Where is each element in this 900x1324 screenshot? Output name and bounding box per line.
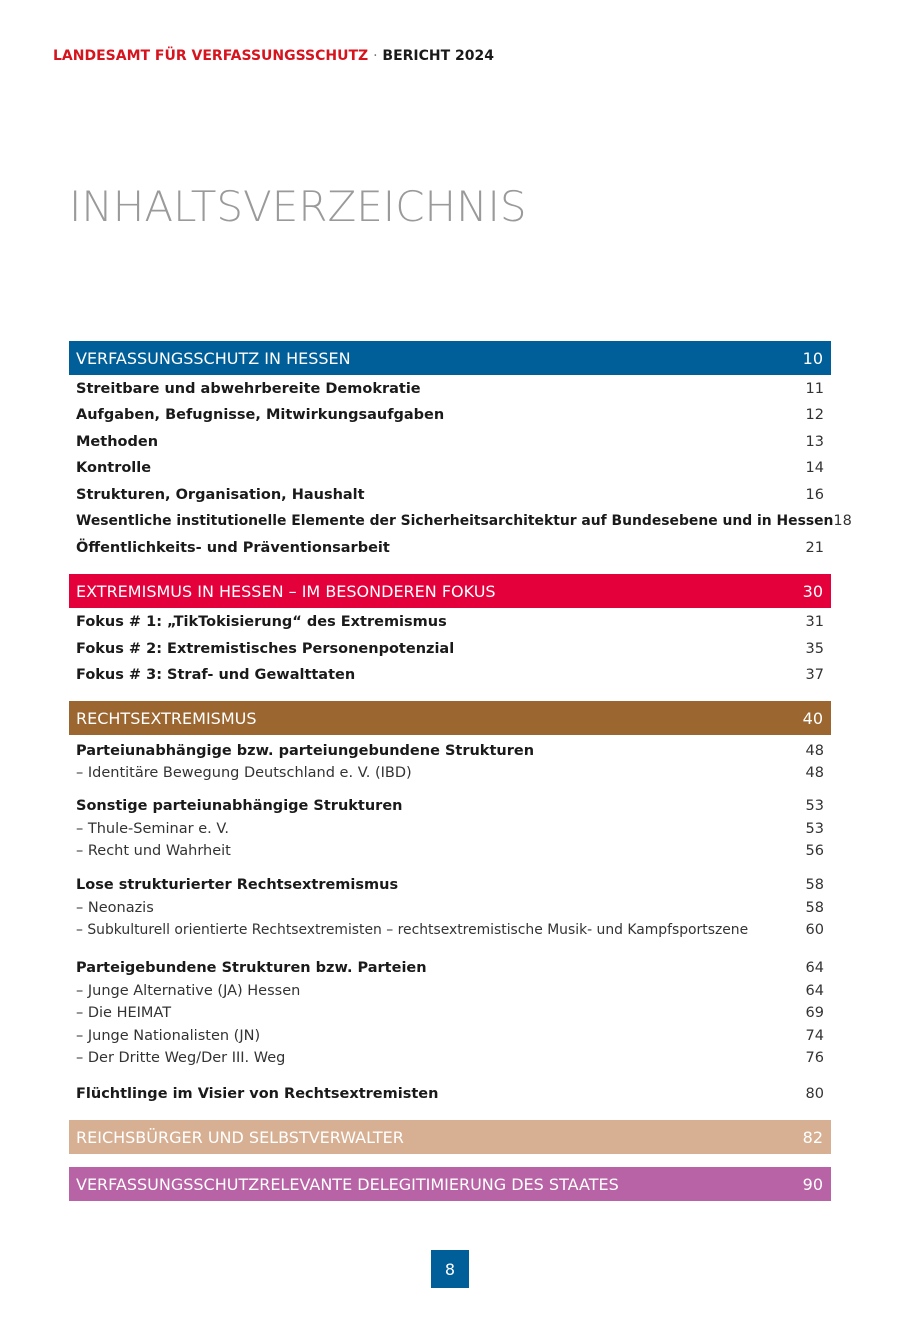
toc-entry-page: 35 [805,641,824,657]
section-label: VERFASSUNGSSCHUTZRELEVANTE DELEGITIMIERUNG DES STAATES [76,1174,619,1194]
toc-entry-label: Aufgaben, Befugnisse, Mitwirkungsaufgaben [76,407,445,423]
toc-entry-page: 80 [805,1086,824,1102]
header-org: LANDESAMT FÜR VERFASSUNGSSCHUTZ [53,48,369,64]
toc-entry-page: 48 [805,765,824,781]
toc-entry-label: – Thule-Seminar e. V. [76,821,230,837]
toc-entry-label: Fokus # 2: Extremistisches Personenpotenzial [76,641,455,657]
toc-entry-label: – Junge Nationalisten (JN) [76,1028,261,1044]
toc-entry-page: 21 [805,540,824,556]
toc-entry[interactable] [76,540,824,556]
section-label: VERFASSUNGSSCHUTZ IN HESSEN [76,348,351,368]
page-number: 8 [431,1250,469,1288]
toc-subentry[interactable] [76,922,824,938]
toc-subentry[interactable] [76,843,824,859]
toc-entry-label: – Junge Alternative (JA) Hessen [76,983,301,999]
section-label: RECHTSEXTREMISMUS [76,708,257,728]
toc-entry[interactable] [76,513,852,529]
toc-subentry[interactable] [76,765,824,781]
toc-entry-label: – Die HEIMAT [76,1005,172,1021]
toc-entry-page: 11 [805,381,824,397]
running-header [53,48,494,64]
page-title: INHALTSVERZEICHNIS [69,182,527,231]
toc-subentry[interactable] [76,1050,824,1066]
toc-entry-page: 60 [805,922,824,938]
toc-entry-label: Strukturen, Organisation, Haushalt [76,487,365,503]
toc-entry[interactable] [76,960,824,976]
toc-entry-label: Methoden [76,434,159,450]
toc-entry-label: – Recht und Wahrheit [76,843,231,859]
toc-entry-label: – Der Dritte Weg/Der III. Weg [76,1050,286,1066]
toc-entry-page: 64 [805,983,824,999]
toc-subentry[interactable] [76,821,824,837]
toc-entry-label: Kontrolle [76,460,152,476]
toc-entry[interactable] [76,460,824,476]
toc-entry[interactable] [76,381,824,397]
toc-entry-page: 12 [805,407,824,423]
toc-entry[interactable] [76,877,824,893]
section-page: 10 [802,348,823,368]
toc-entry-page: 53 [805,798,824,814]
section-label: EXTREMISMUS IN HESSEN – IM BESONDEREN FOKUS [76,581,496,601]
toc-entry-label: Parteigebundene Strukturen bzw. Parteien [76,960,427,976]
toc-entry-label: Sonstige parteiunabhängige Strukturen [76,798,403,814]
section-page: 90 [802,1174,823,1194]
toc-entry-label: – Identitäre Bewegung Deutschland e. V. (IBD) [76,765,412,781]
toc-entry-page: 18 [833,513,852,529]
section-band-rechtsextremismus[interactable] [69,701,831,735]
toc-entry[interactable] [76,798,824,814]
toc-entry-page: 56 [805,843,824,859]
toc-entry-label: Streitbare und abwehrbereite Demokratie [76,381,421,397]
section-band-extremismus[interactable] [69,574,831,608]
toc-entry-page: 58 [805,900,824,916]
toc-entry-label: Parteiunabhängige bzw. parteiungebundene Strukturen [76,743,535,759]
toc-entry-label: Wesentliche institutionelle Elemente der Sicherheitsarchitektur auf Bundesebene und in Hessen [76,513,834,529]
section-band-delegitimierung[interactable] [69,1167,831,1201]
toc-entry-label: – Neonazis [76,900,154,916]
header-separator: · [373,48,378,64]
toc-entry-label: Fokus # 1: „TikTokisierung“ des Extremismus [76,614,447,630]
toc-entry-page: 76 [805,1050,824,1066]
toc-entry[interactable] [76,434,824,450]
toc-entry[interactable] [76,487,824,503]
toc-entry[interactable] [76,1086,824,1102]
toc-subentry[interactable] [76,900,824,916]
toc-entry-page: 31 [805,614,824,630]
toc-entry-page: 48 [805,743,824,759]
toc-entry[interactable] [76,641,824,657]
toc-entry[interactable] [76,614,824,630]
toc-entry[interactable] [76,667,824,683]
toc-entry-page: 64 [805,960,824,976]
toc-entry-label: Flüchtlinge im Visier von Rechtsextremisten [76,1086,439,1102]
toc-subentry[interactable] [76,983,824,999]
toc-entry-page: 58 [805,877,824,893]
section-band-verfassungsschutz[interactable] [69,341,831,375]
section-band-reichsbuerger[interactable] [69,1120,831,1154]
toc-subentry[interactable] [76,1028,824,1044]
toc-entry-label: – Subkulturell orientierte Rechtsextremisten – rechtsextremistische Musik- und Kampfsportszene [76,922,749,938]
toc-entry-page: 74 [805,1028,824,1044]
toc-entry-page: 53 [805,821,824,837]
section-page: 40 [802,708,823,728]
toc-entry[interactable] [76,743,824,759]
toc-entry-page: 14 [805,460,824,476]
toc-entry-page: 37 [805,667,824,683]
toc-entry-page: 13 [805,434,824,450]
header-report: BERICHT 2024 [382,48,495,64]
toc-subentry[interactable] [76,1005,824,1021]
toc-entry[interactable] [76,407,824,423]
toc-entry-label: Fokus # 3: Straf- und Gewalttaten [76,667,356,683]
toc-entry-page: 16 [805,487,824,503]
toc-entry-label: Öffentlichkeits- und Präventionsarbeit [76,540,390,556]
toc-entry-page: 69 [805,1005,824,1021]
toc-entry-label: Lose strukturierter Rechtsextremismus [76,877,399,893]
section-page: 82 [802,1127,823,1147]
section-label: REICHSBÜRGER UND SELBSTVERWALTER [76,1127,404,1147]
section-page: 30 [802,581,823,601]
